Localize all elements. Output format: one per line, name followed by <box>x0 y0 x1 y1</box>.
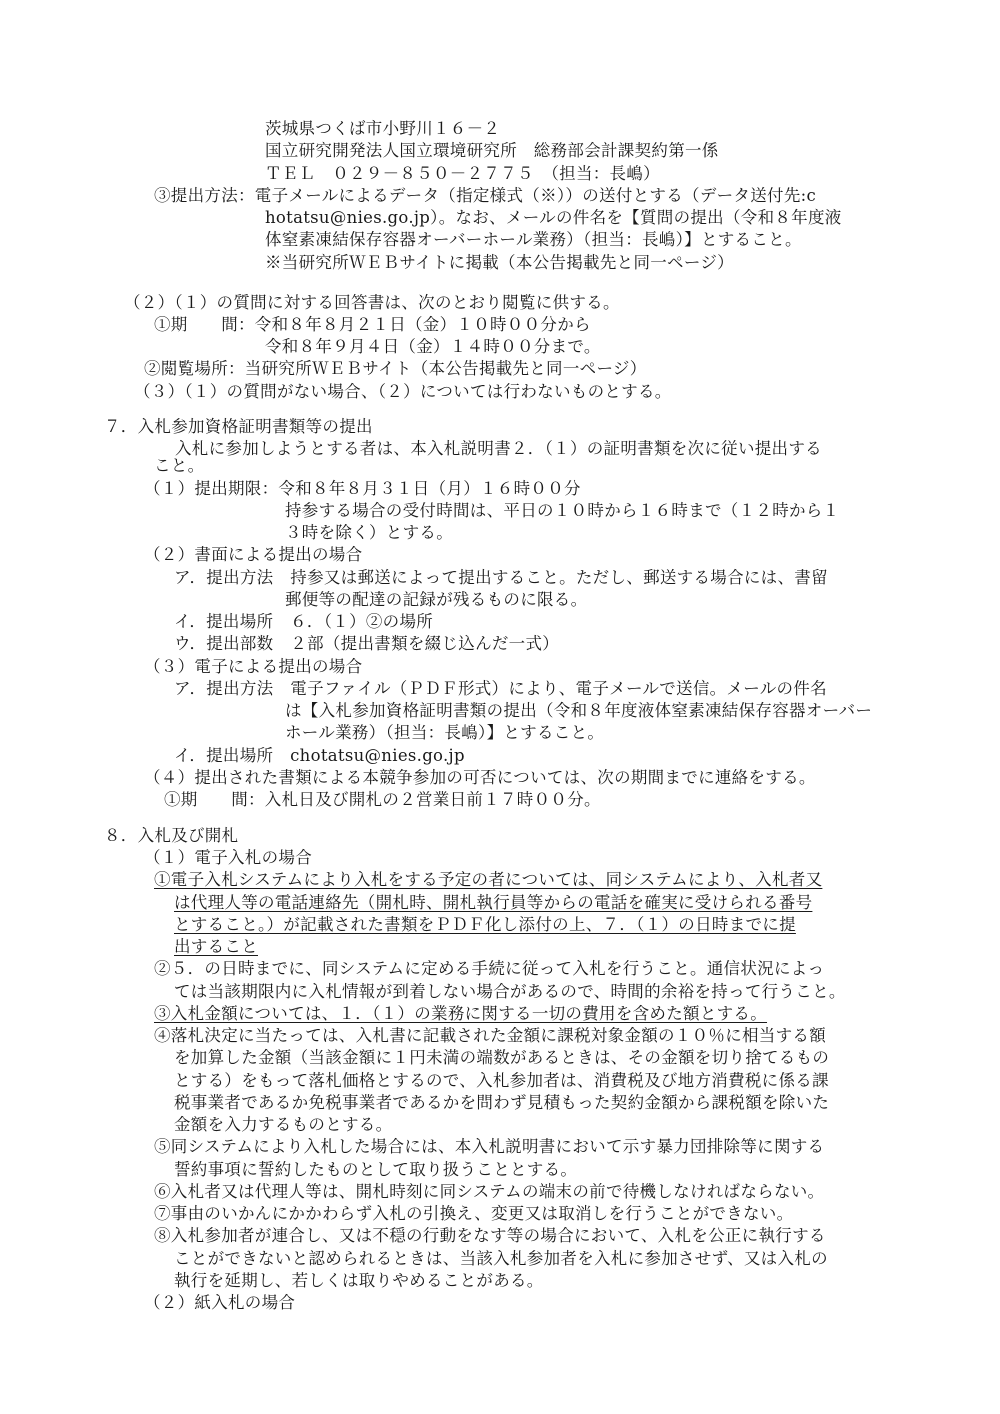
doc-line: 執行を延期し、若しくは取りやめることがある。 <box>174 1270 544 1290</box>
doc-line: 税事業者であるか免税事業者であるかを問わず見積もった契約金額から課税額を除いた <box>174 1092 830 1112</box>
doc-line: ③入札金額については、１．（１）の業務に関する一切の費用を含めた額とする。 <box>154 1003 768 1023</box>
doc-line: （１）電子入札の場合 <box>144 848 312 867</box>
doc-line: ②閲覧場所：当研究所ＷＥＢサイト（本公告掲載先と同一ページ） <box>144 359 647 379</box>
doc-line: ３時を除く）とする。 <box>285 523 453 543</box>
doc-line: ※当研究所ＷＥＢサイトに掲載（本公告掲載先と同一ページ） <box>265 252 734 272</box>
doc-line: （１）提出期限：令和８年８月３１日（月）１６時００分 <box>144 478 581 498</box>
doc-line: ①期 間：令和８年８月２１日（金）１０時００分から <box>154 314 591 334</box>
doc-line: （３）（１）の質問がない場合、（２）については行わないものとする。 <box>134 381 672 401</box>
doc-line: ②５．の日時までに、同システムに定める手続に従って入札を行うこと。通信状況によっ <box>154 959 825 979</box>
doc-line: ①期 間：入札日及び開札の２営業日前１７時００分。 <box>164 790 601 810</box>
doc-line: ①電子入札システムにより入札をする予定の者については、同システムにより、入札者又 <box>154 870 823 890</box>
doc-line: ア．提出方法 電子ファイル（ＰＤＦ形式）により、電子メールで送信。メールの件名 <box>174 678 827 698</box>
doc-line: イ．提出場所 chotatsu@nies.go.jp <box>174 745 465 765</box>
doc-line: 誓約事項に誓約したものとして取り扱うこととする。 <box>174 1159 578 1179</box>
doc-line: ⑥入札者又は代理人等は、開札時刻に同システムの端末の前で待機しなければならない。 <box>154 1181 825 1201</box>
doc-line: 茨城県つくば市小野川１６－２ <box>265 119 501 138</box>
doc-line: ては当該期限内に入札情報が到着しない場合があるので、時間的余裕を持って行うこと。 <box>174 981 846 1001</box>
doc-line: ウ．提出部数 ２部（提出書類を綴じ込んだ一式） <box>174 634 560 654</box>
doc-line: 国立研究開発法人国立環境研究所 総務部会計課契約第一係 <box>265 141 719 161</box>
doc-line: ③提出方法：電子メールによるデータ（指定様式（※））の送付とする（データ送付先:c <box>154 185 817 205</box>
doc-line: ＴＥＬ ０２９－８５０－２７７５ （担当：長嶋） <box>265 163 660 183</box>
doc-line: （２）（１）の質問に対する回答書は、次のとおり閲覧に供する。 <box>124 292 620 312</box>
doc-line: ⑧入札参加者が連合し、又は不穏の行動をなす等の場合において、入札を公正に執行する <box>154 1226 826 1246</box>
doc-line: hotatsu@nies.go.jp）。なお、メールの件名を【質問の提出（令和８年度液 <box>265 208 842 227</box>
doc-line: 入札に参加しようとする者は、本入札説明書２．（１）の証明書類を次に従い提出する <box>175 438 822 458</box>
doc-line: こと。 <box>154 456 205 476</box>
doc-line: ことができないと認められるときは、当該入札参加者を入札に参加させず、又は入札の <box>174 1248 828 1268</box>
doc-line: とすること。）が記載された書類をＰＤＦ化し添付の上、７．（１）の日時までに提 <box>174 914 796 934</box>
doc-line: ア．提出方法 持参又は郵送によって提出すること。ただし、郵送する場合には、書留 <box>174 567 828 587</box>
doc-line: とする）をもって落札価格とするので、入札参加者は、消費税及び地方消費税に係る課 <box>174 1070 829 1090</box>
doc-line: （３）電子による提出の場合 <box>144 656 363 676</box>
doc-line: 持参する場合の受付時間は、平日の１０時から１６時まで（１２時から１ <box>285 500 840 520</box>
doc-line: は【入札参加資格証明書類の提出（令和８年度液体窒素凍結保存容器オーバー <box>285 701 873 721</box>
section-heading: ８．入札及び開札 <box>104 825 239 845</box>
doc-line: 郵便等の配達の記録が残るものに限る。 <box>285 589 588 609</box>
doc-line: 体窒素凍結保存容器オーバーホール業務）（担当：長嶋）】とすること。 <box>265 230 802 250</box>
doc-line: ⑦事由のいかんにかかわらず入札の引換え、変更又は取消しを行うことができない。 <box>154 1204 794 1223</box>
section-heading: ７．入札参加資格証明書類等の提出 <box>104 417 373 437</box>
doc-line: 令和８年９月４日（金）１４時００分まで。 <box>265 337 601 357</box>
doc-line: （２）書面による提出の場合 <box>144 545 363 565</box>
doc-line: （４）提出された書類による本競争参加の可否については、次の期間までに連絡をする。 <box>144 767 816 787</box>
doc-line: を加算した金額（当該金額に１円未満の端数があるときは、その金額を切り捨てるもの <box>174 1048 830 1068</box>
doc-line: イ．提出場所 ６．（１）②の場所 <box>174 612 434 632</box>
doc-line: 金額を入力するものとする。 <box>174 1115 393 1134</box>
doc-line: 出すること <box>174 937 258 956</box>
doc-line: （２）紙入札の場合 <box>144 1293 296 1312</box>
doc-line: ホール業務）（担当：長嶋）】とすること。 <box>285 723 605 743</box>
doc-line: ⑤同システムにより入札した場合には、本入札説明書において示す暴力団排除等に関する <box>154 1137 825 1157</box>
doc-line: ④落札決定に当たっては、入札書に記載された金額に課税対象金額の１０％に相当する額 <box>154 1026 826 1045</box>
doc-line: は代理人等の電話連絡先（開札時、開札執行員等からの電話を確実に受けられる番号 <box>174 892 813 912</box>
